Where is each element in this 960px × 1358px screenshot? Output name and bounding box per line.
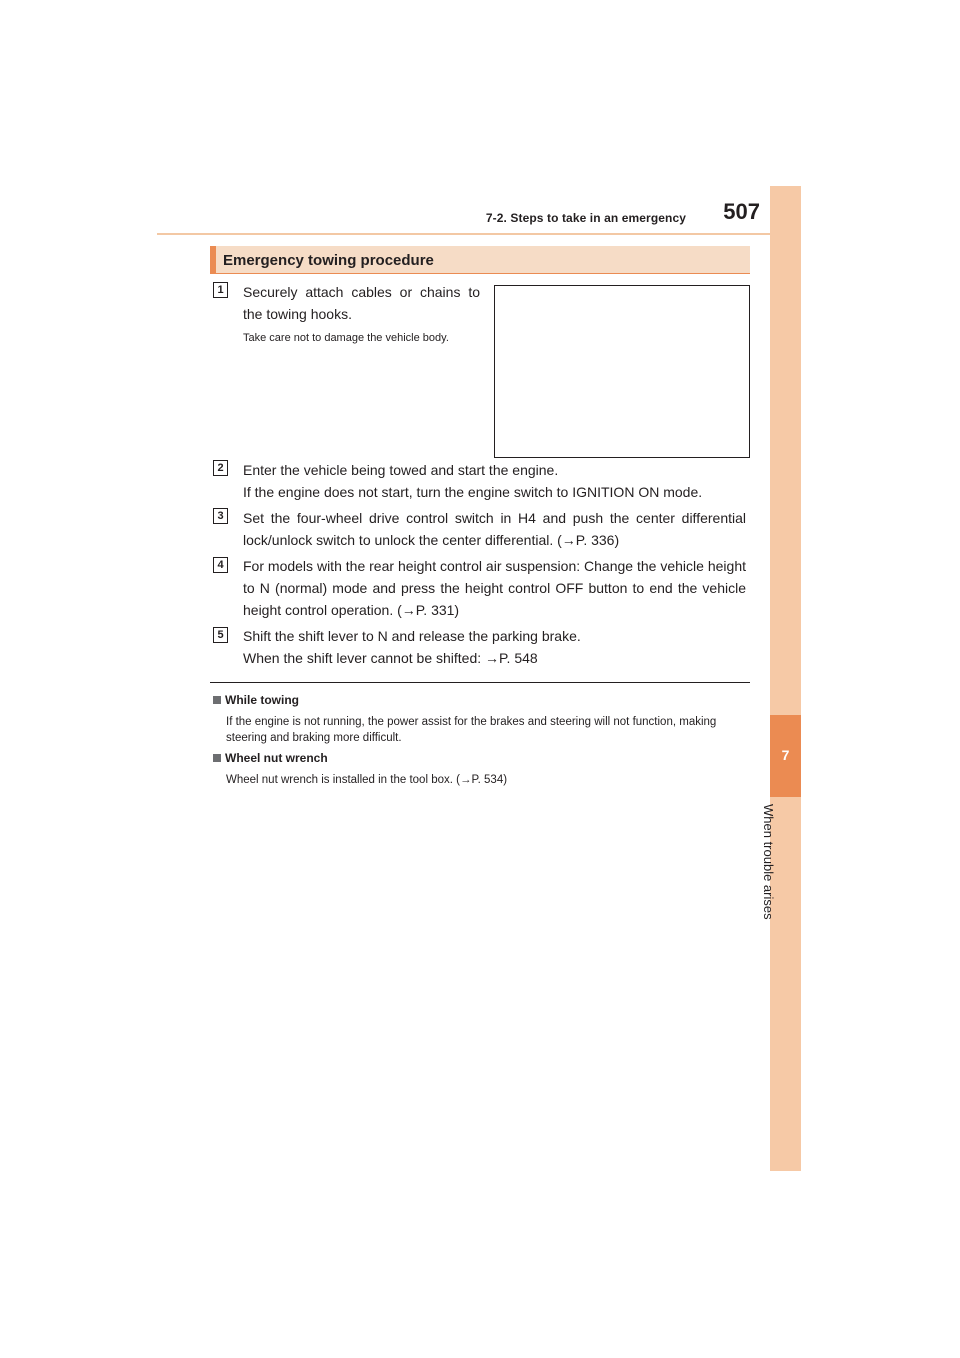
section-heading-accent [210, 246, 216, 274]
towing-hook-illustration [494, 285, 750, 458]
note-bullet-icon [213, 754, 221, 762]
chapter-label [761, 804, 793, 934]
step-5-subtext: When the shift lever cannot be shifted: →P. 548 [243, 650, 538, 666]
chapter-tab-strip [770, 186, 801, 1171]
header-rule [157, 233, 800, 235]
running-header-section: 7-2. Steps to take in an emergency [485, 211, 686, 225]
note-bullet-icon [213, 696, 221, 704]
step-number-1: 1 [213, 282, 228, 298]
step-number-5: 5 [213, 627, 228, 643]
step-3-text: Set the four-wheel drive control switch in H4 and push the center differential lock/unlock switch to unlock the center differential. (→P. 336) [243, 510, 746, 548]
step-5-text: Shift the shift lever to N and release the parking brake. [243, 628, 581, 644]
step-1-text: Securely attach cables or chains to the towing hooks. [243, 284, 480, 322]
section-heading-rule [210, 273, 750, 274]
note-text-wheel-nut-wrench: Wheel nut wrench is installed in the tool box. (→P. 534) [226, 774, 508, 786]
step-number-2: 2 [213, 460, 228, 476]
section-title: Emergency towing procedure [223, 252, 434, 269]
notes-divider [210, 682, 750, 683]
step-number-4: 4 [213, 557, 228, 573]
note-title: While towing [225, 693, 299, 707]
note-heading-wheel-nut-wrench [213, 751, 328, 765]
step-2-subtext: If the engine does not start, turn the engine switch to IGNITION ON mode. [243, 484, 703, 500]
step-1-subtext: Take care not to damage the vehicle body. [243, 332, 449, 344]
step-2-text: Enter the vehicle being towed and start the engine. [243, 462, 559, 478]
note-title: Wheel nut wrench [225, 751, 328, 765]
step-number-3: 3 [213, 508, 228, 524]
chapter-label-text: When trouble arises [761, 804, 776, 920]
note-text-while-towing: If the engine is not running, the power assist for the brakes and steering will not function, making steering and braking more difficult. [226, 716, 717, 744]
step-4-text: For models with the rear height control air suspension: Change the vehicle height to N (normal) mode and press the height control OFF button to end the vehicle height control operation. (→P. 331) [243, 558, 746, 618]
note-heading-while-towing [213, 693, 299, 707]
page-number: 507 [723, 199, 760, 224]
chapter-number: 7 [781, 747, 790, 763]
